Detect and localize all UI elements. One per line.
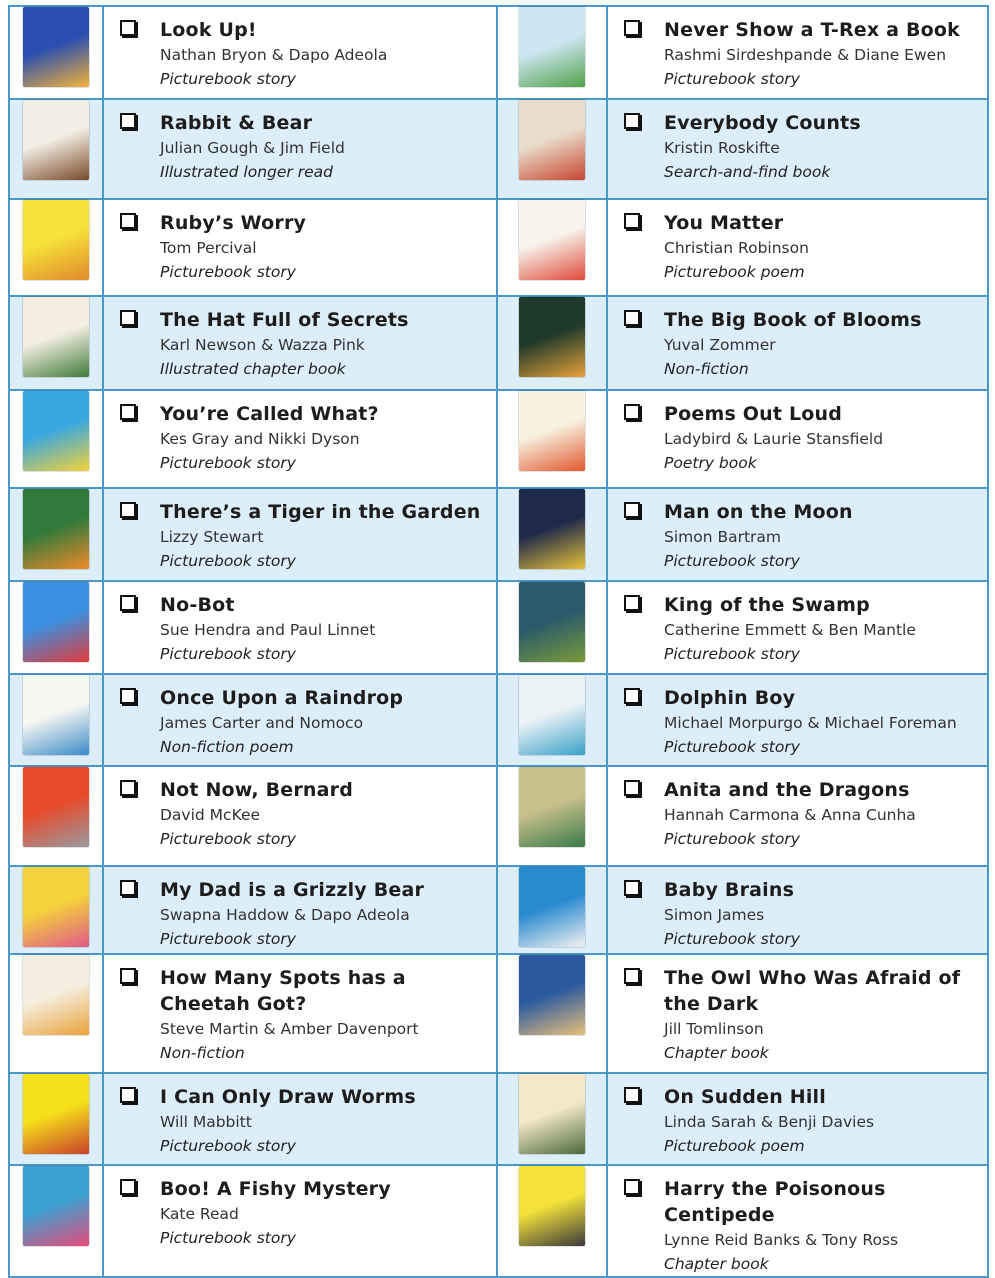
book-genre: Picturebook story <box>160 645 296 663</box>
book-authors: Hannah Carmona & Anna Cunha <box>664 806 916 824</box>
book-title: The Owl Who Was Afraid of the Dark <box>664 967 961 1015</box>
book-authors: Tom Percival <box>160 239 257 257</box>
table-row <box>9 199 988 296</box>
book-genre: Picturebook story <box>664 930 800 948</box>
look-up-cover <box>23 7 89 87</box>
book-title: Poems Out Loud <box>664 403 843 425</box>
book-entry <box>104 489 496 573</box>
book-cover-cell <box>497 581 607 674</box>
book-entry <box>608 955 987 1065</box>
book-cover-cell <box>9 766 103 866</box>
book-title: You Matter <box>664 212 784 234</box>
book-info-cell <box>103 199 497 296</box>
book-cover-cell <box>497 866 607 954</box>
book-info-cell <box>607 954 988 1073</box>
book-title: The Hat Full of Secrets <box>160 309 409 331</box>
book-checklist-table <box>8 5 989 1278</box>
book-genre: Search-and-find book <box>664 163 831 181</box>
book-cover-cell <box>497 766 607 866</box>
table-row <box>9 488 988 581</box>
book-authors: Lynne Reid Banks & Tony Ross <box>664 1231 899 1249</box>
read-checkbox[interactable] <box>120 213 136 229</box>
book-title: No-Bot <box>160 594 235 616</box>
book-title: My Dad is a Grizzly Bear <box>160 879 425 901</box>
read-checkbox[interactable] <box>120 502 136 518</box>
read-checkbox[interactable] <box>120 780 136 796</box>
book-info-cell <box>103 1073 497 1165</box>
book-authors: Will Mabbitt <box>160 1113 252 1131</box>
once-upon-a-raindrop-cover <box>23 675 89 755</box>
book-entry <box>608 297 987 381</box>
read-checkbox[interactable] <box>120 595 136 611</box>
read-checkbox[interactable] <box>624 113 640 129</box>
book-entry <box>104 7 496 91</box>
book-title: Boo! A Fishy Mystery <box>160 1178 391 1200</box>
book-title: Look Up! <box>160 19 257 41</box>
book-entry <box>104 582 496 666</box>
book-genre: Picturebook story <box>664 70 800 88</box>
book-title: Once Upon a Raindrop <box>160 687 404 709</box>
read-checkbox[interactable] <box>624 880 640 896</box>
book-entry <box>608 867 987 951</box>
book-genre: Picturebook story <box>160 930 296 948</box>
book-genre: Non-fiction poem <box>160 738 294 756</box>
book-entry <box>104 391 496 475</box>
book-cover-cell <box>9 581 103 674</box>
book-cover-cell <box>9 866 103 954</box>
book-info-cell <box>607 488 988 581</box>
book-authors: Linda Sarah & Benji Davies <box>664 1113 875 1131</box>
read-checkbox[interactable] <box>624 968 640 984</box>
book-authors: Lizzy Stewart <box>160 528 264 546</box>
book-authors: Christian Robinson <box>664 239 809 257</box>
book-cover-cell <box>9 954 103 1073</box>
book-genre: Chapter book <box>664 1255 769 1273</box>
book-authors: Swapna Haddow & Dapo Adeola <box>160 906 410 924</box>
book-entry <box>104 100 496 184</box>
grizzly-bear-cover <box>23 867 89 947</box>
book-genre: Picturebook poem <box>664 1137 805 1155</box>
book-entry <box>608 1166 987 1276</box>
draw-worms-cover <box>23 1074 89 1154</box>
book-genre: Picturebook story <box>664 645 800 663</box>
book-title: On Sudden Hill <box>664 1086 826 1108</box>
book-cover-cell <box>497 390 607 488</box>
book-genre: Non-fiction <box>160 1044 245 1062</box>
book-cover-cell <box>497 1073 607 1165</box>
book-cover-cell <box>497 1165 607 1277</box>
book-info-cell <box>607 581 988 674</box>
book-genre: Illustrated chapter book <box>160 360 346 378</box>
book-authors: Catherine Emmett & Ben Mantle <box>664 621 916 639</box>
book-info-cell <box>103 954 497 1073</box>
read-checkbox[interactable] <box>120 968 136 984</box>
book-title: Anita and the Dragons <box>664 779 910 801</box>
book-authors: Simon James <box>664 906 765 924</box>
book-info-cell <box>607 390 988 488</box>
book-cover-cell <box>9 674 103 766</box>
book-authors: Kristin Roskifte <box>664 139 780 157</box>
table-row <box>9 390 988 488</box>
book-genre: Picturebook story <box>664 738 800 756</box>
table-row <box>9 6 988 99</box>
harry-centipede-cover <box>519 1166 585 1246</box>
book-title: Everybody Counts <box>664 112 861 134</box>
book-info-cell <box>607 99 988 199</box>
book-authors: Jill Tomlinson <box>664 1020 764 1038</box>
table-row <box>9 674 988 766</box>
book-cover-cell <box>9 199 103 296</box>
book-entry <box>608 767 987 851</box>
book-authors: James Carter and Nomoco <box>160 714 364 732</box>
book-title: Never Show a T-Rex a Book <box>664 19 961 41</box>
book-info-cell <box>103 296 497 390</box>
book-authors: Simon Bartram <box>664 528 782 546</box>
rabbit-bear-cover <box>23 100 89 180</box>
book-authors: Yuval Zommer <box>664 336 776 354</box>
table-row <box>9 866 988 954</box>
cheetah-spots-cover <box>23 955 89 1035</box>
book-title: Rabbit & Bear <box>160 112 313 134</box>
book-cover-cell <box>497 488 607 581</box>
book-entry <box>104 297 496 381</box>
read-checkbox[interactable] <box>624 1087 640 1103</box>
book-cover-cell <box>9 6 103 99</box>
big-book-of-blooms-cover <box>519 297 585 377</box>
book-genre: Picturebook story <box>664 830 800 848</box>
boo-fishy-mystery-cover <box>23 1166 89 1246</box>
book-entry <box>608 391 987 475</box>
book-title: Dolphin Boy <box>664 687 796 709</box>
owl-afraid-of-the-dark-cover <box>519 955 585 1035</box>
book-cover-cell <box>9 390 103 488</box>
book-info-cell <box>103 390 497 488</box>
book-entry <box>104 867 496 951</box>
book-entry <box>104 200 496 284</box>
dolphin-boy-cover <box>519 675 585 755</box>
everybody-counts-cover <box>519 100 585 180</box>
book-authors: Steve Martin & Amber Davenport <box>160 1020 419 1038</box>
read-checkbox[interactable] <box>624 688 640 704</box>
book-info-cell <box>607 1073 988 1165</box>
hat-full-of-secrets-cover <box>23 297 89 377</box>
book-cover-cell <box>497 6 607 99</box>
book-title: How Many Spots has a Cheetah Got? <box>160 967 406 1015</box>
book-info-cell <box>607 199 988 296</box>
book-entry <box>608 675 987 759</box>
book-title: You’re Called What? <box>160 403 379 425</box>
book-info-cell <box>103 488 497 581</box>
book-entry <box>608 100 987 184</box>
book-genre: Picturebook story <box>160 552 296 570</box>
book-cover-cell <box>9 488 103 581</box>
table-row <box>9 296 988 390</box>
book-title: Not Now, Bernard <box>160 779 354 801</box>
book-entry <box>104 1166 496 1250</box>
book-title: Harry the Poisonous Centipede <box>664 1178 886 1226</box>
book-authors: Nathan Bryon & Dapo Adeola <box>160 46 388 64</box>
read-checkbox[interactable] <box>120 404 136 420</box>
king-of-the-swamp-cover <box>519 582 585 662</box>
book-genre: Picturebook story <box>160 454 296 472</box>
book-info-cell <box>103 99 497 199</box>
table-row <box>9 766 988 866</box>
you-matter-cover <box>519 200 585 280</box>
book-authors: Sue Hendra and Paul Linnet <box>160 621 376 639</box>
read-checkbox[interactable] <box>624 310 640 326</box>
book-entry <box>608 7 987 91</box>
book-entry <box>608 489 987 573</box>
book-info-cell <box>607 866 988 954</box>
table-row <box>9 581 988 674</box>
book-title: I Can Only Draw Worms <box>160 1086 416 1108</box>
read-checkbox[interactable] <box>120 1087 136 1103</box>
book-info-cell <box>607 1165 988 1277</box>
baby-brains-cover <box>519 867 585 947</box>
read-checkbox[interactable] <box>624 780 640 796</box>
book-genre: Picturebook story <box>160 1137 296 1155</box>
book-info-cell <box>103 1165 497 1277</box>
book-authors: Rashmi Sirdeshpande & Diane Ewen <box>664 46 947 64</box>
book-info-cell <box>607 766 988 866</box>
read-checkbox[interactable] <box>120 880 136 896</box>
book-entry <box>608 582 987 666</box>
book-cover-cell <box>497 199 607 296</box>
book-genre: Picturebook poem <box>664 263 805 281</box>
book-authors: Ladybird & Laurie Stansfield <box>664 430 884 448</box>
book-authors: Michael Morpurgo & Michael Foreman <box>664 714 957 732</box>
book-authors: Karl Newson & Wazza Pink <box>160 336 365 354</box>
table-row <box>9 99 988 199</box>
table-row <box>9 954 988 1073</box>
book-authors: David McKee <box>160 806 261 824</box>
book-entry <box>608 1074 987 1158</box>
book-cover-cell <box>9 1073 103 1165</box>
book-entry <box>104 1074 496 1158</box>
table-row <box>9 1073 988 1165</box>
book-cover-cell <box>9 296 103 390</box>
book-genre: Picturebook story <box>160 830 296 848</box>
book-title: Ruby’s Worry <box>160 212 307 234</box>
read-checkbox[interactable] <box>120 1179 136 1195</box>
book-genre: Non-fiction <box>664 360 749 378</box>
read-checkbox[interactable] <box>624 1179 640 1195</box>
book-entry <box>104 675 496 759</box>
read-checkbox[interactable] <box>624 502 640 518</box>
read-checkbox[interactable] <box>120 113 136 129</box>
book-info-cell <box>103 674 497 766</box>
book-title: Baby Brains <box>664 879 795 901</box>
book-authors: Kes Gray and Nikki Dyson <box>160 430 360 448</box>
book-authors: Julian Gough & Jim Field <box>160 139 345 157</box>
book-info-cell <box>103 581 497 674</box>
youre-called-what-cover <box>23 391 89 471</box>
read-checkbox[interactable] <box>120 688 136 704</box>
book-info-cell <box>607 674 988 766</box>
book-cover-cell <box>9 99 103 199</box>
book-cover-cell <box>497 99 607 199</box>
read-checkbox[interactable] <box>120 310 136 326</box>
book-cover-cell <box>9 1165 103 1277</box>
read-checkbox[interactable] <box>624 20 640 36</box>
book-cover-cell <box>497 296 607 390</box>
book-genre: Poetry book <box>664 454 757 472</box>
book-title: There’s a Tiger in the Garden <box>160 501 481 523</box>
book-genre: Illustrated longer read <box>160 163 333 181</box>
book-info-cell <box>103 866 497 954</box>
rubys-worry-cover <box>23 200 89 280</box>
book-genre: Picturebook story <box>160 1229 296 1247</box>
poems-out-loud-cover <box>519 391 585 471</box>
book-title: The Big Book of Blooms <box>664 309 922 331</box>
table-row <box>9 1165 988 1277</box>
read-checkbox[interactable] <box>120 20 136 36</box>
man-on-the-moon-cover <box>519 489 585 569</box>
book-genre: Picturebook story <box>160 70 296 88</box>
book-authors: Kate Read <box>160 1205 239 1223</box>
t-rex-cover <box>519 7 585 87</box>
read-checkbox[interactable] <box>624 213 640 229</box>
book-entry <box>104 955 496 1065</box>
tiger-in-the-garden-cover <box>23 489 89 569</box>
book-genre: Picturebook story <box>160 263 296 281</box>
book-entry <box>104 767 496 851</box>
on-sudden-hill-cover <box>519 1074 585 1154</box>
book-title: King of the Swamp <box>664 594 870 616</box>
read-checkbox[interactable] <box>624 404 640 420</box>
book-genre: Picturebook story <box>664 552 800 570</box>
book-cover-cell <box>497 954 607 1073</box>
book-entry <box>608 200 987 284</box>
anita-and-the-dragons-cover <box>519 767 585 847</box>
book-info-cell <box>607 6 988 99</box>
book-genre: Chapter book <box>664 1044 769 1062</box>
book-cover-cell <box>497 674 607 766</box>
read-checkbox[interactable] <box>624 595 640 611</box>
book-info-cell <box>103 6 497 99</box>
book-title: Man on the Moon <box>664 501 853 523</box>
not-now-bernard-cover <box>23 767 89 847</box>
book-info-cell <box>607 296 988 390</box>
no-bot-cover <box>23 582 89 662</box>
book-info-cell <box>103 766 497 866</box>
